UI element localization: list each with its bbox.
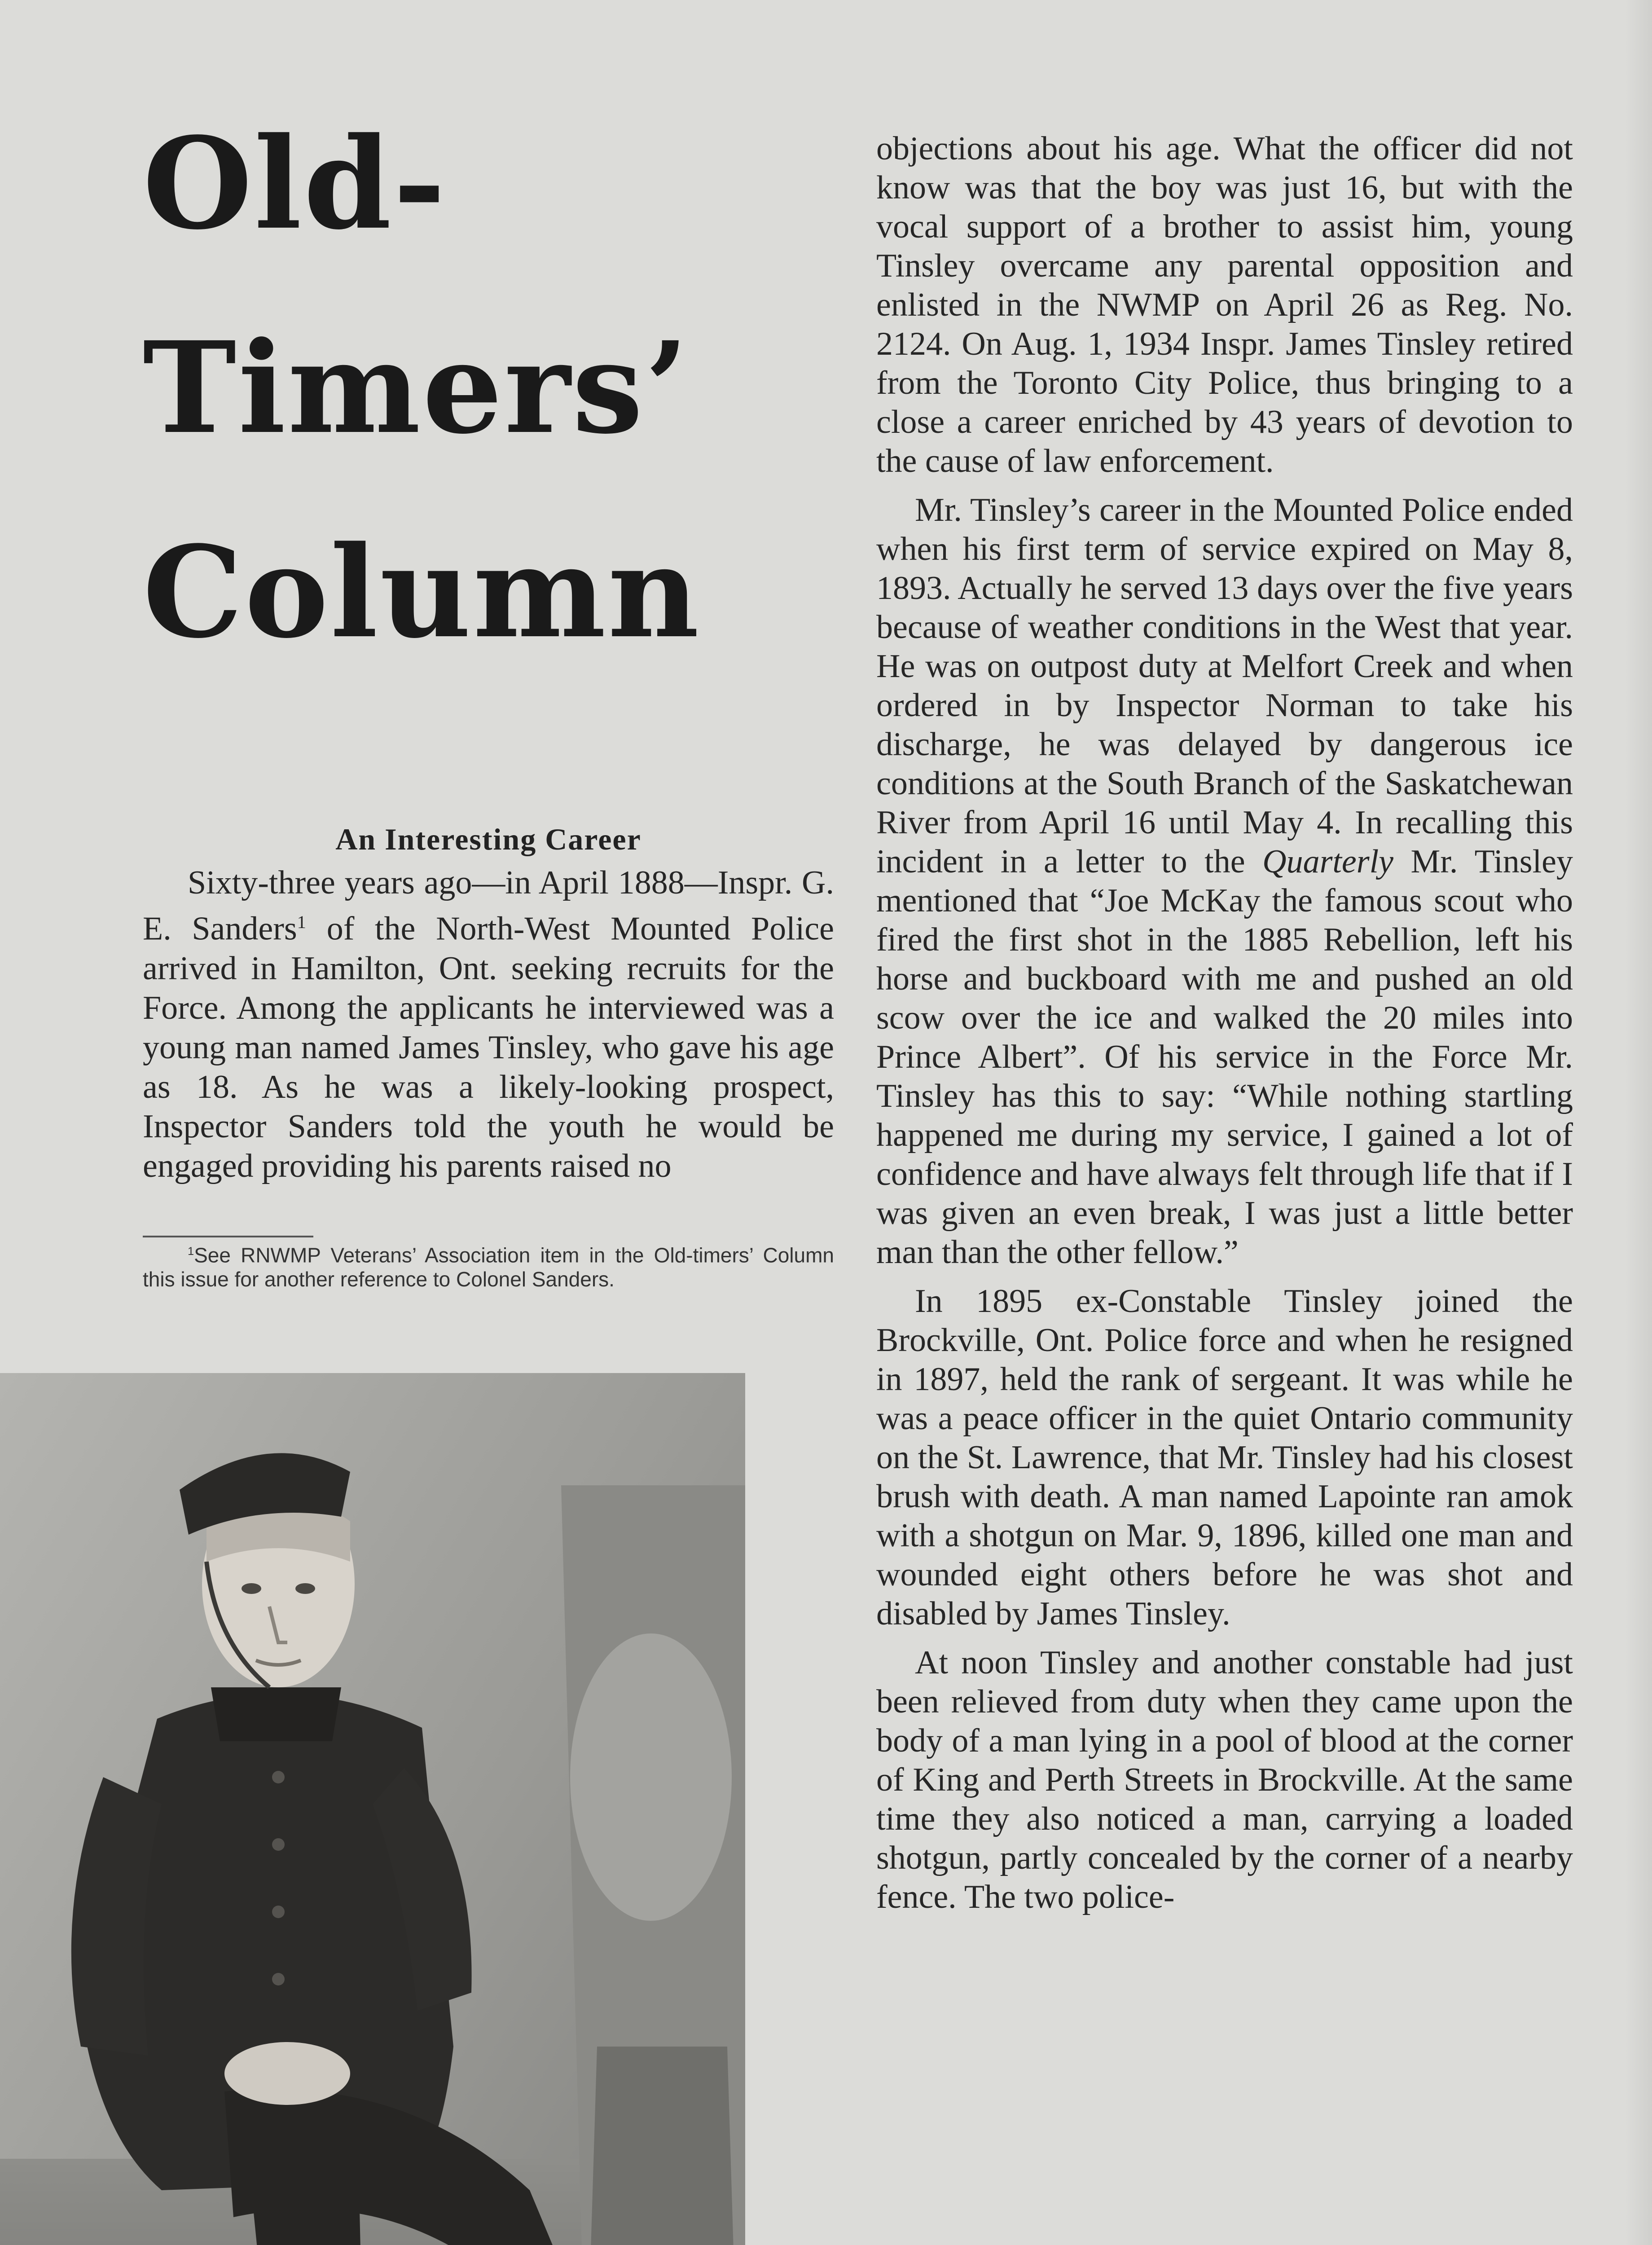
portrait-photo-illustration — [0, 1373, 745, 2245]
footnote-rule — [143, 1236, 313, 1237]
footnote — [143, 1239, 834, 1291]
heading-line-1: Old- — [143, 110, 448, 258]
left-paragraph-text-b: of the North-West Mounted Police arrived in Hamilton, Ont. seeking recruits for the Force. Among the applicants he interviewed was a young man named James Tinsley, who gave his age as 18. As he was a likely-looking prospect, Inspector Sanders told the youth he would be engaged providing his parents raised no — [143, 910, 834, 1184]
right-paragraph-2 — [876, 491, 1573, 1272]
portrait-photo — [0, 1373, 745, 2245]
page-edge — [1625, 0, 1652, 2245]
right-column — [876, 129, 1573, 1927]
article-subhead: An Interesting Career — [335, 822, 641, 856]
left-column — [143, 863, 834, 1186]
footnote-number: 1 — [188, 1245, 194, 1258]
right-paragraph-2-text-b: Mr. Tinsley mentioned that “Joe McKay the famous scout who fired the first shot in the 1885 Rebellion, left his horse and buckboard with me and pushed an old scow over the ice and walked the 20 miles into Prince Albert”. Of his service in the Force Mr. Tinsley has this to say: “While nothing startling happened me during my service, I gained a lot of confidence and have always felt through life that if I was given an even break, I was just a little better man than the other fellow.” — [876, 843, 1573, 1271]
right-paragraph-4: At noon Tinsley and another constable had just been relieved from duty when they came upon the body of a man lying in a pool of blood at the corner of King and Perth Streets in Brockville. At the same time they also noticed a man, carrying a loaded shotgun, partly concealed by the corner of a nearby fence. The two police- — [876, 1644, 1573, 1915]
right-paragraph-3: In 1895 ex-Constable Tinsley joined the Brockville, Ont. Police force and when he resigned in 1897, held the rank of sergeant. It was while he was a peace officer in the quiet Ontario community on the St. Lawrence, that Mr. Tinsley had his closest brush with death. A man named Lapointe ran amok with a shotgun on Mar. 9, 1896, killed one man and wounded eight others before he was shot and disabled by James Tinsley. — [876, 1283, 1573, 1632]
heading-line-3: Column — [143, 519, 701, 666]
quarterly-title: Quarterly — [1262, 843, 1393, 880]
left-paragraph-text-a: Sixty-three years ago—in April 1888—Inspr. G. E. Sanders — [143, 864, 834, 947]
right-paragraph-2-text-a: Mr. Tinsley’s career in the Mounted Police ended when his first term of service expired on May 8, 1893. Actually he served 13 days over the five years because of weather conditions in the West that year. He was on outpost duty at Melfort Creek and when ordered in by Inspector Norman to take his discharge, he was delayed by dangerous ice conditions at the South Branch of the Saskatchewan River from April 16 until May 4. In recalling this incident in a letter to the — [876, 492, 1573, 880]
footnote-mark: 1 — [297, 912, 307, 932]
right-paragraph-1: objections about his age. What the officer did not know was that the boy was just 16, but with the vocal support of a brother to assist him, young Tinsley overcame any parental opposition and enlisted in the NWMP on April 26 as Reg. No. 2124. On Aug. 1, 1934 Inspr. James Tinsley retired from the Toronto City Police, thus bringing to a close a career enriched by 43 years of devotion to the cause of law enforcement. — [876, 130, 1573, 480]
footnote-text: See RNWMP Veterans’ Association item in the Old-timers’ Column this issue for another reference to Colonel Sanders. — [143, 1243, 834, 1291]
left-paragraph — [143, 863, 834, 1186]
heading-line-2: Timers’ — [143, 314, 690, 462]
